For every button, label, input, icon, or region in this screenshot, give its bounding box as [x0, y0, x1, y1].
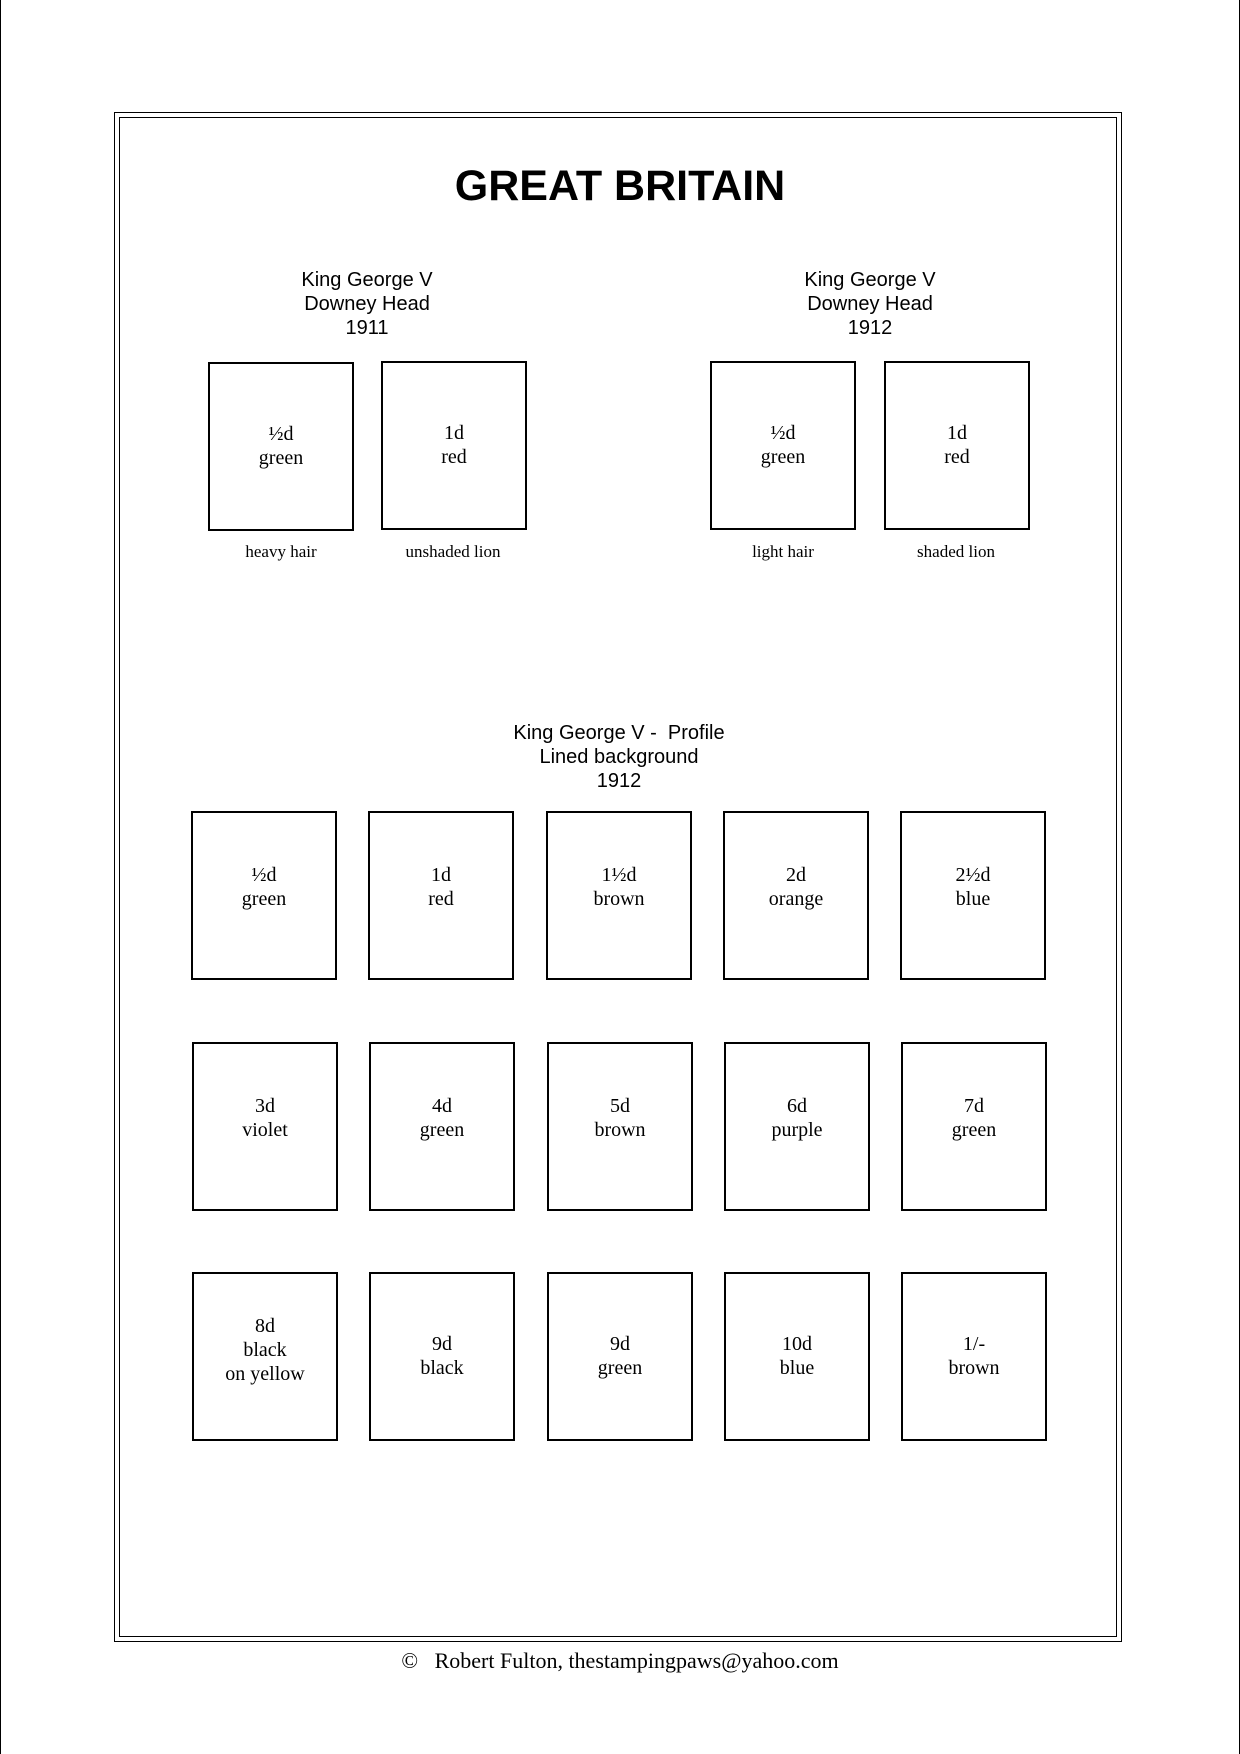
- section-heading-downey-1911: [267, 268, 467, 340]
- stamp-value: 7d: [964, 1095, 984, 1117]
- stamp-space: [369, 1272, 515, 1441]
- stamp-color: black: [420, 1357, 464, 1379]
- stamp-space: [192, 1042, 338, 1211]
- stamp-label: [903, 1332, 1045, 1380]
- stamp-color: black: [243, 1339, 287, 1361]
- stamp-value: 4d: [432, 1095, 452, 1117]
- stamp-value: ½d: [251, 864, 277, 886]
- stamp-space: [723, 811, 869, 980]
- stamp-label: [549, 1094, 691, 1142]
- stamp-space: [369, 1042, 515, 1211]
- stamp-label: [371, 1094, 513, 1142]
- stamp-color: brown: [948, 1357, 1000, 1379]
- stamp-space: [192, 1272, 338, 1441]
- stamp-label: [726, 1332, 868, 1380]
- stamp-label: [903, 1094, 1045, 1142]
- copyright-footer: © Robert Fulton, thestampingpaws@yahoo.com: [401, 1648, 839, 1673]
- stamp-space: [381, 361, 527, 530]
- stamp-space: [368, 811, 514, 980]
- stamp-label: [712, 421, 854, 469]
- stamp-caption: unshaded lion: [405, 542, 501, 561]
- stamp-color: green: [760, 446, 806, 468]
- heading-line: 1911: [345, 317, 389, 339]
- stamp-space: [208, 362, 354, 531]
- heading-line: Lined background: [539, 746, 699, 768]
- heading-line: Downey Head: [807, 293, 933, 315]
- stamp-label: [193, 863, 335, 911]
- stamp-value: 1d: [444, 422, 464, 444]
- heading-line: 1912: [596, 770, 642, 792]
- stamp-color: brown: [594, 1119, 646, 1141]
- stamp-value: 9d: [610, 1333, 630, 1355]
- heading-line: 1912: [847, 317, 893, 339]
- stamp-label: [726, 1094, 868, 1142]
- page-title: GREAT BRITAIN: [454, 162, 786, 210]
- stamp-value: 2½d: [955, 864, 991, 886]
- stamp-caption: heavy hair: [245, 542, 317, 561]
- stamp-color: green: [951, 1119, 997, 1141]
- stamp-value: 1½d: [601, 864, 637, 886]
- stamp-space: [710, 361, 856, 530]
- stamp-value: 1d: [431, 864, 451, 886]
- section-heading-profile-1912: [469, 721, 769, 793]
- stamp-space: [547, 1042, 693, 1211]
- stamp-color: blue: [779, 1357, 815, 1379]
- stamp-label: [194, 1094, 336, 1142]
- stamp-space: [547, 1272, 693, 1441]
- stamp-color: purple: [771, 1119, 823, 1141]
- stamp-value: 5d: [610, 1095, 630, 1117]
- stamp-space: [724, 1272, 870, 1441]
- stamp-space: [900, 811, 1046, 980]
- stamp-label: [548, 863, 690, 911]
- stamp-value: ½d: [770, 422, 796, 444]
- stamp-color: red: [428, 888, 454, 910]
- heading-line: King George V - Profile: [513, 722, 725, 744]
- stamp-color: blue: [955, 888, 991, 910]
- stamp-label: [886, 421, 1028, 469]
- stamp-caption: shaded lion: [917, 542, 995, 561]
- stamp-color: red: [944, 446, 970, 468]
- stamp-label: [210, 422, 352, 470]
- stamp-label: [383, 421, 525, 469]
- stamp-color: green: [258, 447, 304, 469]
- stamp-label: [549, 1332, 691, 1380]
- stamp-color: violet: [242, 1119, 288, 1141]
- stamp-color: red: [441, 446, 467, 468]
- heading-line: King George V: [804, 269, 936, 291]
- stamp-color: green: [597, 1357, 643, 1379]
- heading-line: Downey Head: [304, 293, 430, 315]
- stamp-value: ½d: [268, 423, 294, 445]
- stamp-value: 2d: [786, 864, 806, 886]
- stamp-value: 9d: [432, 1333, 452, 1355]
- heading-line: King George V: [301, 269, 433, 291]
- stamp-space: [901, 1042, 1047, 1211]
- stamp-label: [371, 1332, 513, 1380]
- stamp-label: [725, 863, 867, 911]
- stamp-label: [194, 1314, 336, 1386]
- stamp-space: [191, 811, 337, 980]
- stamp-value: 1/-: [962, 1333, 986, 1355]
- stamp-color: green: [241, 888, 287, 910]
- stamp-label: [370, 863, 512, 911]
- stamp-caption: light hair: [752, 542, 814, 561]
- stamp-label: [902, 863, 1044, 911]
- stamp-space: [884, 361, 1030, 530]
- stamp-value: 10d: [782, 1333, 812, 1355]
- stamp-value: 1d: [947, 422, 967, 444]
- stamp-color: brown: [593, 888, 645, 910]
- stamp-value: 3d: [255, 1095, 275, 1117]
- stamp-color-detail: on yellow: [225, 1363, 305, 1385]
- stamp-space: [724, 1042, 870, 1211]
- stamp-value: 6d: [787, 1095, 807, 1117]
- stamp-value: 8d: [255, 1315, 275, 1337]
- stamp-color: orange: [768, 888, 824, 910]
- section-heading-downey-1912: [770, 268, 970, 340]
- stamp-color: green: [419, 1119, 465, 1141]
- stamp-space: [546, 811, 692, 980]
- stamp-space: [901, 1272, 1047, 1441]
